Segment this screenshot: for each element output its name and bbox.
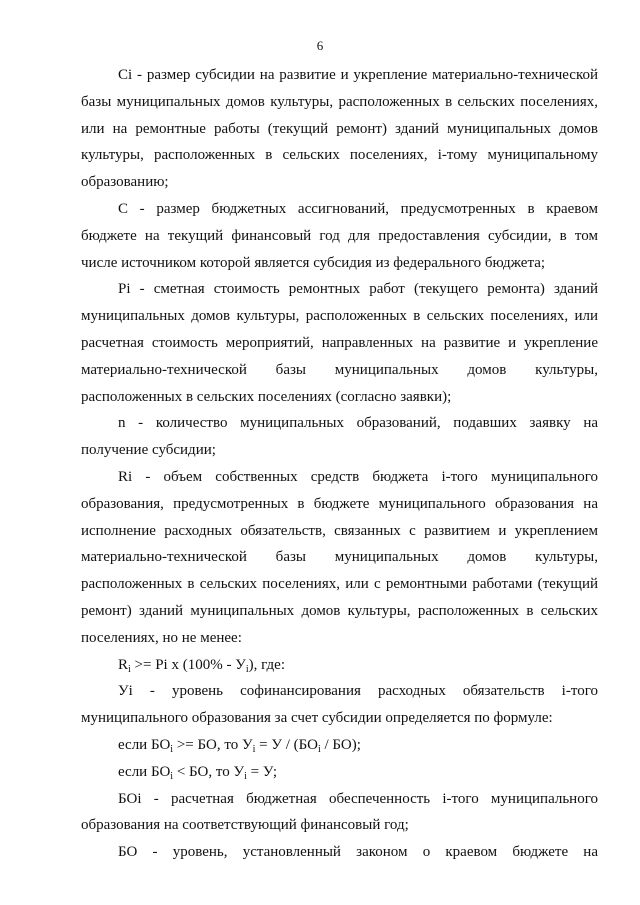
formula-text: ), где: [248,656,285,673]
formula-text: R [118,656,129,673]
subscript: i [170,743,174,755]
paragraph: Ci - размер субсидии на развитие и укрепление материально-технической базы муниципальных домов культуры, расположенных в сельских поселениях, или на ремонтные работы (текущий ремонт) зданий муниципальных домов культуры, расположенных в сельских поселениях, i-тому муниципальному образованию; [81,67,598,191]
paragraph: Pi - сметная стоимость ремонтных работ (текущего ремонта) зданий муниципальных домов культуры, расположенных в сельских поселениях, или расчетная стоимость мероприятий, направленных на развитие и укрепление материально-технической базы муниципальных домов культуры, расположенных в сельских поселениях (согласно заявки); [81,281,598,405]
paragraph: С - размер бюджетных ассигнований, предусмотренных в краевом бюджете на текущий финансовый год для предоставления субсидии, в том числе источником которой является субсидия из федерального бюджета; [81,200,598,271]
document-body [81,62,598,866]
formula-text: >= БО, то У [173,736,253,753]
formula-line [81,759,598,786]
paragraph: БО - уровень, установленный законом о краевом бюджете на [118,844,598,861]
page-number: 6 [316,38,324,53]
formula-text: < БО, то У [173,763,245,780]
paragraph: Ri - объем собственных средств бюджета i-того муниципального образования, предусмотренных в бюджете муниципального образования на исполнение расходных обязательств, связанных с развитием и укреплением материально-технической базы муниципальных домов культуры, расположенных в сельских поселениях, или с ремонтными работами (текущий ремонт) зданий муниципальных домов культуры, расположенных в сельских поселениях, но не менее: [81,468,598,646]
subscript: i [128,663,131,675]
paragraph: n - количество муниципальных образований, подавших заявку на получение субсидии; [81,415,598,459]
subscript: i [244,770,247,782]
paragraph: БОi - расчетная бюджетная обеспеченность i-того муниципального образования на соответствующий финансовый год; [81,790,598,834]
formula-line [81,732,598,759]
subscript: i [252,743,256,755]
paragraph: Уi - уровень софинансирования расходных обязательств i-того муниципального образования за счет субсидии определяется по формуле: [81,683,598,727]
formula-line [81,652,598,679]
formula-text: если БО [118,763,171,780]
formula-text: = У / (БО [255,736,318,753]
formula-text: = У; [246,763,278,780]
formula-text: если БО [118,736,171,753]
subscript: i [245,663,249,675]
formula-text: / БО); [320,736,361,753]
formula-text: >= Pi x (100% - У [130,656,246,673]
subscript: i [170,770,174,782]
subscript: i [317,743,321,755]
